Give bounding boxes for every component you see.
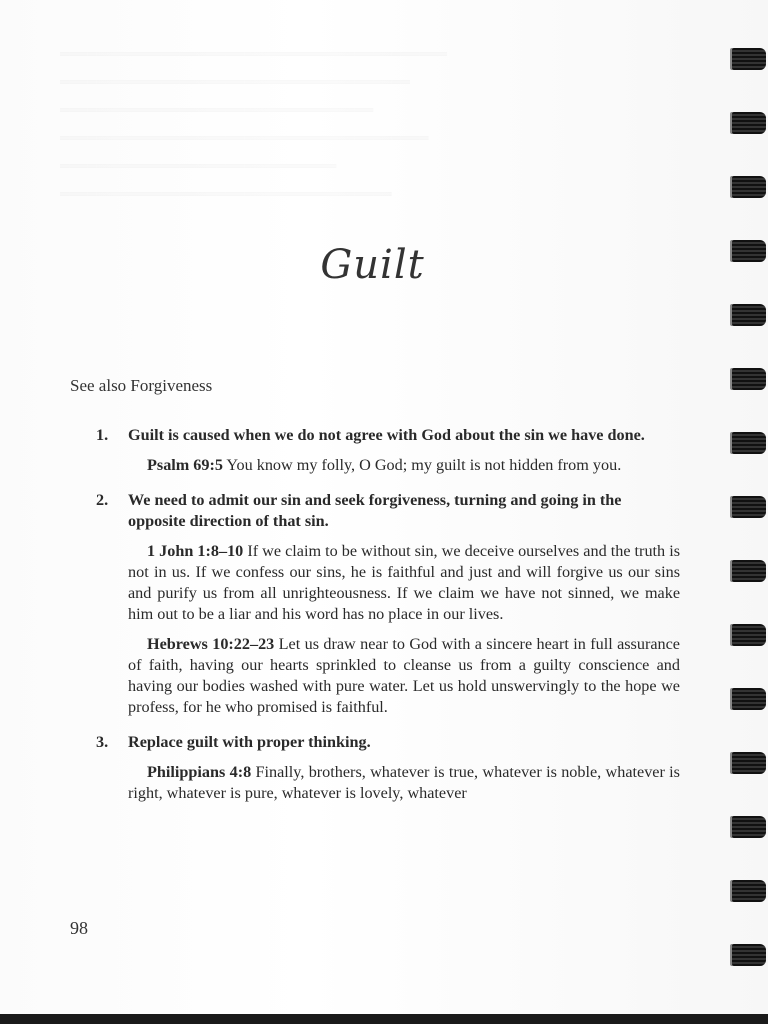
binding-coil [732,48,766,70]
point-heading [96,425,680,446]
show-through-text: ══════════════════════════════════════════ ══════════════════════════════════════ ══════════════════════════════════ ════════════════════════════════════════ ══════════════════════════════ ════════════════════════════════════ [60,46,447,201]
page-title: Guilt [320,242,425,288]
point-text: We need to admit our sin and seek forgiveness, turning and going in the opposite direction of that sin. [128,491,622,530]
verse-text: If we claim to be without sin, we deceive ourselves and the truth is not in us. If we confess our sins, he is faithful and just and will forgive us our sins and purify us from all unrighteousness. If we claim we have not sinned, we make him out to be a liar and his word has no place in our lives. [128,542,680,623]
page-bottom-edge [0,1014,768,1024]
binding-coil [732,176,766,198]
see-also-note: See also Forgiveness [70,376,213,395]
point-heading [96,490,680,532]
point-number: 3. [96,733,109,751]
binding-coil [732,432,766,454]
verse-text: Finally, brothers, whatever is true, whatever is noble, whatever is right, whatever is pure, whatever is lovely, whatever [128,763,680,802]
point-heading [96,732,680,753]
verse-reference: Hebrews 10:22–23 [147,635,275,653]
binding-coil [732,880,766,902]
binding-coil [732,816,766,838]
binding-coil [732,688,766,710]
point-number: 2. [96,491,109,509]
verse-text: Let us draw near to God with a sincere heart in full assurance of faith, having our hearts sprinkled to cleanse us from a guilty conscience and having our bodies washed with pure water. Let us hold unswervingly to the hope we profess, for he who promised is faithful. [128,635,680,716]
spiral-binding [718,0,768,1024]
scripture-verse [128,541,680,625]
point-number: 1. [96,426,109,444]
binding-coil [732,240,766,262]
scripture-verse [128,634,680,718]
point-text: Replace guilt with proper thinking. [128,733,371,751]
scripture-verse [128,455,680,476]
binding-coil [732,368,766,390]
verse-reference: 1 John 1:8–10 [147,542,244,560]
verse-reference: Philippians 4:8 [147,763,252,781]
binding-coil [732,944,766,966]
binding-coil [732,752,766,774]
verse-reference: Psalm 69:5 [147,456,223,474]
binding-coil [732,624,766,646]
verse-text: You know my folly, O God; my guilt is not hidden from you. [222,456,622,474]
point-text: Guilt is caused when we do not agree with God about the sin we have done. [128,426,645,444]
binding-coil [732,560,766,582]
page-number: 98 [70,918,88,938]
binding-coil [732,304,766,326]
scripture-verse [128,762,680,804]
binding-coil [732,112,766,134]
binding-coil [732,496,766,518]
guilt-content [96,425,680,804]
